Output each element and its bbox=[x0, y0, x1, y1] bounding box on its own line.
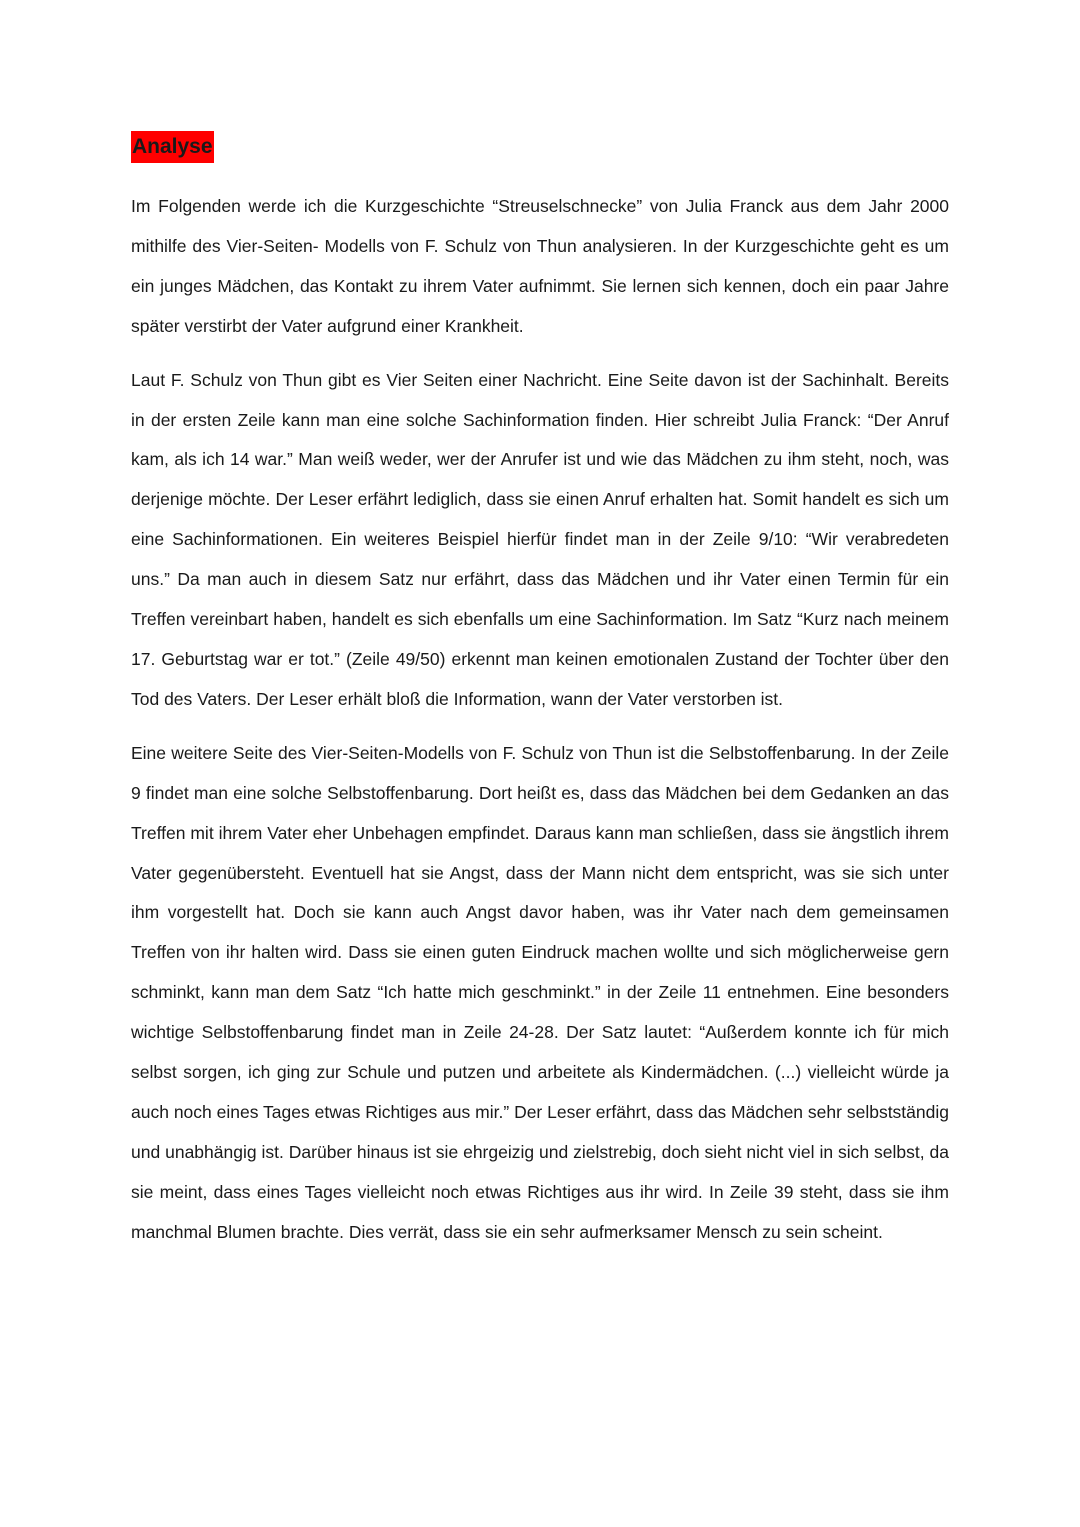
paragraph-introduction: Im Folgenden werde ich die Kurzgeschichte “Streuselschnecke” von Julia Franck aus dem Jahr 2000 mithilfe des Vier-Seiten- Modells von F. Schulz von Thun analysieren. In der Kurzgeschichte geht es um ein junges Mädchen, das Kontakt zu ihrem Vater aufnimmt. Sie lernen sich kennen, doch ein paar Jahre später verstirbt der Vater aufgrund einer Krankheit. bbox=[131, 196, 949, 336]
section-heading: Analyse bbox=[131, 131, 214, 163]
paragraph-selbstoffenbarung: Eine weitere Seite des Vier-Seiten-Modells von F. Schulz von Thun ist die Selbstoffenbarung. In der Zeile 9 findet man eine solche Selbstoffenbarung. Dort heißt es, dass das Mädchen bei dem Gedanken an das Treffen mit ihrem Vater eher Unbehagen empfindet. Daraus kann man schließen, dass sie ängstlich ihrem Vater gegenübersteht. Eventuell hat sie Angst, dass der Mann nicht dem entspricht, was sie sich unter ihm vorgestellt hat. Doch sie kann auch Angst davor haben, was ihr Vater nach dem gemeinsamen Treffen von ihr halten wird. Dass sie einen guten Eindruck machen wollte und sich möglicherweise gern schminkt, kann man dem Satz “Ich hatte mich geschminkt.” in der Zeile 11 entnehmen. Eine besonders wichtige Selbstoffenbarung findet man in Zeile 24-28. Der Satz lautet: “Außerdem konnte ich für mich selbst sorgen, ich ging zur Schule und putzen und arbeitete als Kindermädchen. (...) vielleicht würde ja auch noch eines Tages etwas Richtiges aus mir.” Der Leser erfährt, dass das Mädchen sehr selbstständig und unabhängig ist. Darüber hinaus ist sie ehrgeizig und zielstrebig, doch sieht nicht viel in sich selbst, da sie meint, dass eines Tages vielleicht noch etwas Richtiges aus ihr wird. In Zeile 39 steht, dass sie ihm manchmal Blumen brachte. Dies verrät, dass sie ein sehr aufmerksamer Mensch zu sein scheint. bbox=[131, 742, 949, 1242]
paragraph-sachinhalt: Laut F. Schulz von Thun gibt es Vier Seiten einer Nachricht. Eine Seite davon ist der Sachinhalt. Bereits in der ersten Zeile kann man eine solche Sachinformation finden. Hier schreibt Julia Franck: “Der Anruf kam, als ich 14 war.” Man weiß weder, wer der Anrufer ist und wie das Mädchen zu ihm steht, noch, was derjenige möchte. Der Leser erfährt lediglich, dass sie einen Anruf erhalten hat. Somit handelt es sich um eine Sachinformationen. Ein weiteres Beispiel hierfür findet man in der Zeile 9/10: “Wir verabredeten uns.” Da man auch in diesem Satz nur erfährt, dass das Mädchen und ihr Vater einen Termin für ein Treffen vereinbart haben, handelt es sich ebenfalls um eine Sachinformation. Im Satz “Kurz nach meinem 17. Geburtstag war er tot.” (Zeile 49/50) erkennt man keinen emotionalen Zustand der Tochter über den Tod des Vaters. Der Leser erhält bloß die Information, wann der Vater verstorben ist. bbox=[131, 369, 949, 709]
body-text bbox=[131, 187, 949, 1267]
